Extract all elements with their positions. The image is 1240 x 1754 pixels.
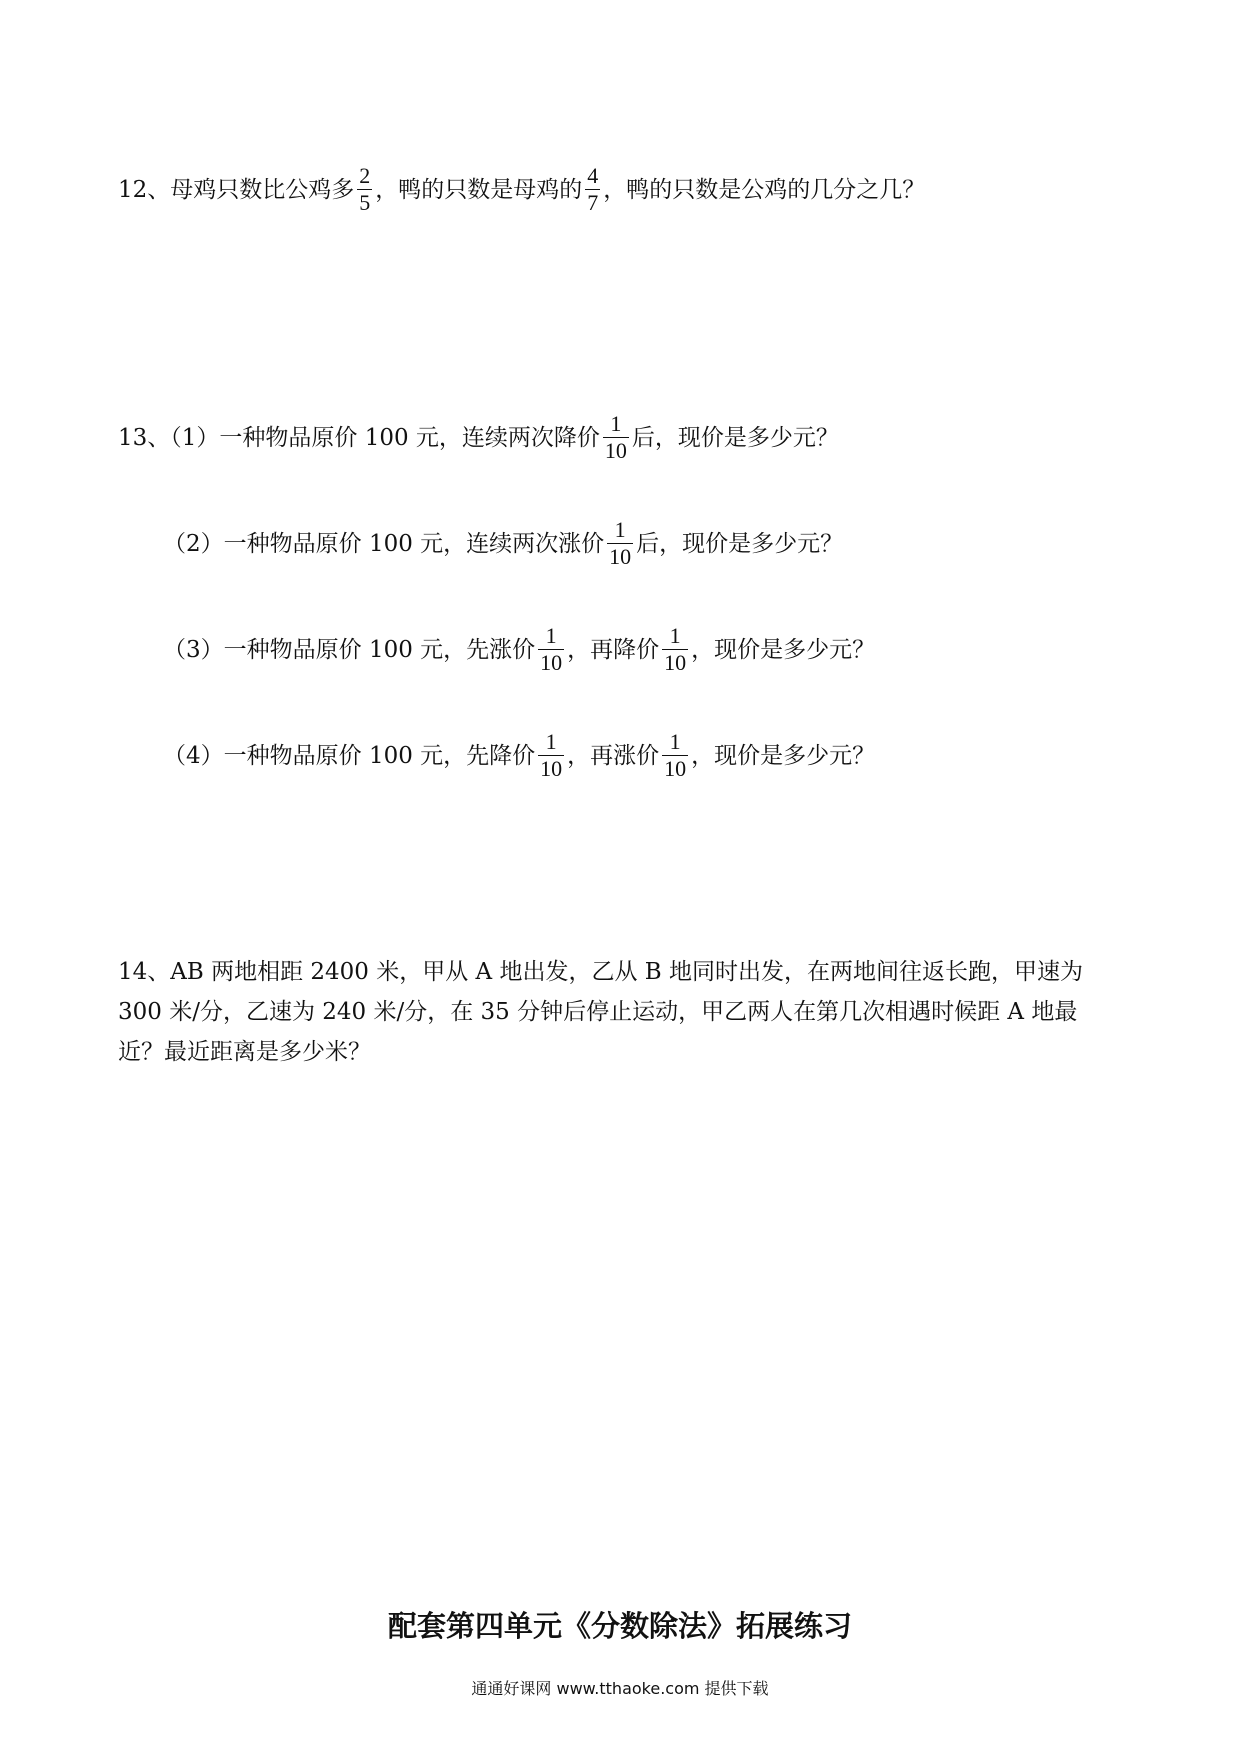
q12-text-a: 12、母鸡只数比公鸡多 xyxy=(118,176,355,203)
fraction-2-5 xyxy=(357,164,372,215)
fraction-denominator: 10 xyxy=(609,544,632,569)
question-13-part-2 xyxy=(163,518,843,569)
q13-p3-text-b: ，再降价 xyxy=(567,636,660,663)
q13-p1-text-a: 13、（1）一种物品原价 100 元，连续两次降价 xyxy=(118,424,600,451)
q13-p3-text-a: （3）一种物品原价 100 元，先涨价 xyxy=(163,636,536,663)
footer-note: 通通好课网 www.tthaoke.com 提供下载 xyxy=(471,1679,769,1698)
fraction-numerator: 4 xyxy=(587,163,599,188)
fraction-denominator: 10 xyxy=(664,756,687,781)
question-12 xyxy=(118,164,925,215)
fraction-denominator: 10 xyxy=(540,650,563,675)
q14-line-2: 300 米/分，乙速为 240 米/分，在 35 分钟后停止运动，甲乙两人在第几次相遇时候距 A 地最 xyxy=(118,999,1078,1025)
q12-text-c: ，鸭的只数是公鸡的几分之几？ xyxy=(603,176,926,203)
fraction-1-10 xyxy=(538,730,564,781)
fraction-1-10 xyxy=(538,624,564,675)
fraction-numerator: 1 xyxy=(545,623,557,648)
fraction-4-7 xyxy=(585,164,600,215)
question-13-part-1 xyxy=(118,412,839,463)
fraction-1-10 xyxy=(662,624,688,675)
fraction-numerator: 2 xyxy=(359,163,371,188)
fraction-1-10 xyxy=(607,518,633,569)
q13-p2-text-a: （2）一种物品原价 100 元，连续两次涨价 xyxy=(163,530,605,557)
question-13-part-3 xyxy=(163,624,875,675)
question-13-part-4 xyxy=(163,730,875,781)
q13-p1-text-b: 后，现价是多少元？ xyxy=(631,424,839,451)
question-14 xyxy=(118,952,1128,1072)
q14-line-3: 近？最近距离是多少米？ xyxy=(118,1039,371,1065)
q14-line-1: 14、AB 两地相距 2400 米，甲从 A 地出发，乙从 B 地同时出发，在两地间往返长跑，甲速为 xyxy=(118,959,1084,985)
fraction-denominator: 7 xyxy=(587,190,599,215)
fraction-denominator: 10 xyxy=(664,650,687,675)
q12-text-b: ，鸭的只数是母鸡的 xyxy=(375,176,583,203)
fraction-denominator: 10 xyxy=(604,438,627,463)
fraction-numerator: 1 xyxy=(610,411,622,436)
q13-p4-text-b: ，再涨价 xyxy=(567,742,660,769)
fraction-numerator: 1 xyxy=(614,517,626,542)
fraction-denominator: 10 xyxy=(540,756,563,781)
q13-p4-text-a: （4）一种物品原价 100 元，先降价 xyxy=(163,742,536,769)
page-title: 配套第四单元《分数除法》拓展练习 xyxy=(387,1609,852,1643)
q13-p2-text-b: 后，现价是多少元？ xyxy=(636,530,844,557)
fraction-numerator: 1 xyxy=(669,623,681,648)
fraction-1-10 xyxy=(662,730,688,781)
fraction-1-10 xyxy=(603,412,629,463)
q13-p3-text-c: ，现价是多少元？ xyxy=(691,636,876,663)
fraction-numerator: 1 xyxy=(669,729,681,754)
fraction-denominator: 5 xyxy=(359,190,371,215)
fraction-numerator: 1 xyxy=(545,729,557,754)
q13-p4-text-c: ，现价是多少元？ xyxy=(691,742,876,769)
